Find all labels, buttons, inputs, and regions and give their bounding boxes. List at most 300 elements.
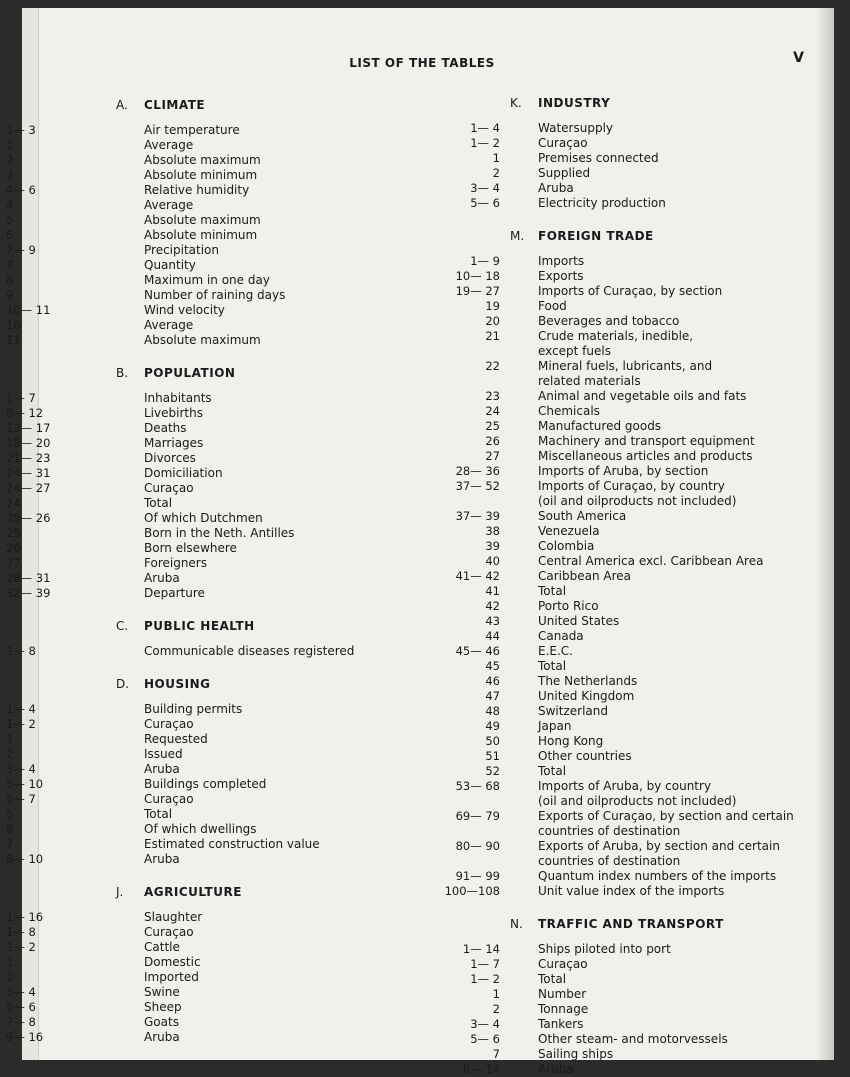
table-label: Imports of Aruba, by country	[538, 779, 712, 793]
table-label: Buildings completed	[144, 777, 267, 791]
table-number: 5	[6, 213, 14, 227]
table-entry	[6, 466, 476, 481]
table-label: Supplied	[538, 166, 591, 180]
table-number: 27	[6, 556, 21, 570]
table-label: Curaçao	[538, 957, 588, 971]
table-label: Goats	[144, 1015, 179, 1029]
table-label: Venezuela	[538, 524, 600, 538]
table-entry	[485, 599, 820, 614]
table-entry	[455, 779, 820, 794]
table-label: Wind velocity	[144, 303, 225, 317]
table-label: Average	[144, 138, 194, 152]
table-entry	[6, 586, 476, 601]
table-label: Foreigners	[144, 556, 207, 570]
table-entry	[6, 451, 476, 466]
table-entry	[6, 318, 476, 333]
table-number: 27	[485, 449, 500, 463]
table-label: Miscellaneous articles and products	[538, 449, 753, 463]
table-label: Exports	[538, 269, 584, 283]
table-label: Tonnage	[538, 1002, 589, 1016]
table-number: 91— 99	[455, 869, 500, 883]
table-entry	[6, 762, 476, 777]
table-label: Marriages	[144, 436, 204, 450]
table-label: Hong Kong	[538, 734, 604, 748]
section-heading	[116, 881, 476, 903]
table-entry	[6, 153, 476, 168]
section-heading	[510, 913, 820, 935]
table-entry	[6, 213, 476, 228]
table-number: 24	[6, 496, 21, 510]
table-entry	[6, 837, 476, 852]
table-number: 1— 8	[6, 644, 36, 658]
section-letter: A.	[116, 98, 128, 112]
section-heading	[116, 94, 476, 116]
table-number: 1— 14	[462, 942, 500, 956]
section-title: PUBLIC HEALTH	[144, 619, 255, 633]
table-label: United States	[538, 614, 620, 628]
table-entry	[485, 524, 820, 539]
table-number: 8	[6, 273, 14, 287]
table-number: 1	[6, 955, 14, 969]
table-entry	[485, 359, 820, 374]
table-number: 1— 16	[6, 910, 44, 924]
table-label: Communicable diseases registered	[144, 644, 355, 658]
table-label: Swine	[144, 985, 180, 999]
section-letter: C.	[116, 619, 129, 633]
table-entry	[485, 419, 820, 434]
table-entry	[6, 168, 476, 183]
table-label: Manufactured goods	[538, 419, 662, 433]
table-label: countries of destination	[538, 824, 681, 838]
table-number: 43	[485, 614, 500, 628]
table-entry	[6, 303, 476, 318]
table-entry	[6, 985, 476, 1000]
table-entry	[510, 494, 820, 509]
table-number: 1— 2	[6, 940, 36, 954]
table-entry	[455, 269, 820, 284]
table-number: 1— 2	[470, 972, 500, 986]
table-label: The Netherlands	[538, 674, 638, 688]
table-number: 41	[485, 584, 500, 598]
table-label: Imports of Curaçao, by section	[538, 284, 723, 298]
table-label: Aruba	[144, 852, 180, 866]
table-entry	[6, 717, 476, 732]
table-entry	[462, 1062, 820, 1077]
table-number: 24	[485, 404, 500, 418]
section-letter: K.	[510, 96, 522, 110]
table-entry	[6, 526, 476, 541]
table-entry	[6, 792, 476, 807]
table-entry	[492, 1047, 820, 1062]
table-entry	[510, 854, 820, 869]
table-entry	[485, 404, 820, 419]
table-number: 3— 4	[470, 1017, 500, 1031]
table-label: Inhabitants	[144, 391, 212, 405]
table-number: 10— 11	[6, 303, 51, 317]
table-entry	[6, 406, 476, 421]
table-entry	[485, 734, 820, 749]
table-number: 5— 6	[470, 196, 500, 210]
table-label: Air temperature	[144, 123, 240, 137]
table-label: Watersupply	[538, 121, 613, 135]
table-entry	[485, 299, 820, 314]
table-entry	[6, 496, 476, 511]
table-entry	[6, 228, 476, 243]
table-number: 6	[6, 822, 14, 836]
table-entry	[6, 183, 476, 198]
table-number: 28— 31	[6, 571, 51, 585]
table-entry	[6, 273, 476, 288]
table-label: Deaths	[144, 421, 187, 435]
table-label: Chemicals	[538, 404, 600, 418]
table-entry	[485, 749, 820, 764]
table-number: 3— 4	[6, 762, 36, 776]
table-label: Total	[538, 659, 567, 673]
section-title: HOUSING	[144, 677, 211, 691]
table-number: 21— 23	[6, 451, 51, 465]
table-label: South America	[538, 509, 627, 523]
table-label: Other countries	[538, 749, 632, 763]
table-entry	[470, 957, 820, 972]
table-entry	[470, 136, 820, 151]
table-label: Total	[538, 764, 567, 778]
table-number: 44	[485, 629, 500, 643]
table-label: (oil and oilproducts not included)	[538, 494, 737, 508]
table-number: 50	[485, 734, 500, 748]
table-entry	[455, 284, 820, 299]
table-label: Of which dwellings	[144, 822, 257, 836]
table-entry	[470, 121, 820, 136]
table-label: Total	[144, 807, 173, 821]
document-page	[6, 8, 834, 1076]
table-entry	[6, 333, 476, 348]
table-label: Number	[538, 987, 587, 1001]
table-entry	[485, 389, 820, 404]
table-number: 48	[485, 704, 500, 718]
table-entry	[6, 747, 476, 762]
table-label: Maximum in one day	[144, 273, 270, 287]
table-number: 20	[485, 314, 500, 328]
table-entry	[455, 479, 820, 494]
table-number: 1— 2	[6, 717, 36, 731]
table-number: 9— 16	[6, 1030, 44, 1044]
table-entry	[485, 449, 820, 464]
table-entry	[485, 314, 820, 329]
table-label: Colombia	[538, 539, 595, 553]
table-label: except fuels	[538, 344, 611, 358]
table-number: 9	[6, 288, 14, 302]
table-label: Slaughter	[144, 910, 203, 924]
section-title: AGRICULTURE	[144, 885, 242, 899]
table-label: Quantity	[144, 258, 196, 272]
table-number: 51	[485, 749, 500, 763]
section-title: POPULATION	[144, 366, 236, 380]
table-entry	[492, 1002, 820, 1017]
table-number: 6	[6, 228, 14, 242]
table-label: Absolute maximum	[144, 153, 261, 167]
table-number: 46	[485, 674, 500, 688]
page-number: V	[793, 50, 804, 66]
section-heading	[116, 362, 476, 384]
table-entry	[455, 869, 820, 884]
table-entry	[485, 614, 820, 629]
table-entry	[485, 629, 820, 644]
table-label: Average	[144, 318, 194, 332]
table-number: 5— 7	[6, 792, 36, 806]
table-label: Aruba	[538, 181, 574, 195]
table-number: 41— 42	[455, 569, 500, 583]
table-label: Curaçao	[144, 792, 194, 806]
table-label: Switzerland	[538, 704, 608, 718]
section-title: CLIMATE	[144, 98, 206, 112]
table-number: 22	[485, 359, 500, 373]
table-entry	[470, 972, 820, 987]
table-label: Total	[144, 496, 173, 510]
table-entry	[485, 539, 820, 554]
section-heading	[510, 92, 820, 114]
table-entry	[6, 436, 476, 451]
table-label: Total	[538, 584, 567, 598]
table-label: Exports of Curaçao, by section and certain	[538, 809, 794, 823]
table-number: 39	[485, 539, 500, 553]
table-entry	[6, 940, 476, 955]
table-entry	[455, 569, 820, 584]
table-label: Imports of Aruba, by section	[538, 464, 709, 478]
table-number: 2	[6, 970, 14, 984]
table-label: Sailing ships	[538, 1047, 614, 1061]
table-number: 80— 90	[455, 839, 500, 853]
table-entry	[470, 196, 820, 211]
table-number: 7	[492, 1047, 500, 1061]
table-entry	[470, 181, 820, 196]
table-label: Imports	[538, 254, 585, 268]
table-label: Issued	[144, 747, 183, 761]
table-entry	[6, 777, 476, 792]
table-number: 7	[6, 837, 14, 851]
table-number: 37— 39	[455, 509, 500, 523]
table-number: 7	[6, 258, 14, 272]
table-entry	[6, 822, 476, 837]
table-label: Aruba	[144, 571, 180, 585]
table-entry	[510, 344, 820, 359]
table-label: Building permits	[144, 702, 243, 716]
section-title: TRAFFIC AND TRANSPORT	[538, 917, 724, 931]
table-entry	[485, 584, 820, 599]
section-letter: D.	[116, 677, 130, 691]
table-number: 53— 68	[455, 779, 500, 793]
table-number: 5	[6, 807, 14, 821]
table-entry	[455, 464, 820, 479]
table-label: Livebirths	[144, 406, 203, 420]
table-entry	[6, 852, 476, 867]
table-number: 3	[6, 168, 14, 182]
table-number: 8— 12	[6, 406, 44, 420]
table-entry	[470, 1032, 820, 1047]
section-heading	[116, 673, 476, 695]
table-entry	[6, 1015, 476, 1030]
table-label: Departure	[144, 586, 205, 600]
table-entry	[6, 925, 476, 940]
table-entry	[485, 659, 820, 674]
table-label: Aruba	[144, 762, 180, 776]
table-label: Of which Dutchmen	[144, 511, 263, 525]
table-number: 42	[485, 599, 500, 613]
table-number: 1	[6, 138, 14, 152]
table-entry	[485, 764, 820, 779]
page-title: LIST OF THE TABLES	[349, 56, 495, 70]
table-number: 19	[485, 299, 500, 313]
table-number: 45— 46	[455, 644, 500, 658]
table-number: 1	[6, 732, 14, 746]
table-entry	[510, 374, 820, 389]
table-number: 1— 2	[470, 136, 500, 150]
table-label: Absolute maximum	[144, 213, 261, 227]
table-number: 2	[6, 747, 14, 761]
table-number: 25— 26	[6, 511, 51, 525]
table-number: 2	[6, 153, 14, 167]
table-number: 1— 4	[6, 702, 36, 716]
table-entry	[492, 987, 820, 1002]
table-entry	[485, 704, 820, 719]
table-entry	[6, 421, 476, 436]
section-title: FOREIGN TRADE	[538, 229, 654, 243]
table-number: 7— 8	[6, 1015, 36, 1029]
table-entry	[444, 884, 820, 899]
table-label: Absolute minimum	[144, 168, 258, 182]
table-label: Canada	[538, 629, 584, 643]
table-number: 26	[485, 434, 500, 448]
table-number: 13— 17	[6, 421, 51, 435]
table-entry	[6, 1000, 476, 1015]
table-entry	[455, 509, 820, 524]
table-entry	[6, 138, 476, 153]
table-entry	[492, 166, 820, 181]
table-label: Born elsewhere	[144, 541, 237, 555]
table-number: 69— 79	[455, 809, 500, 823]
table-number: 11	[6, 333, 21, 347]
table-entry	[485, 329, 820, 344]
table-label: Premises connected	[538, 151, 659, 165]
table-label: Curaçao	[144, 717, 194, 731]
table-entry	[6, 732, 476, 747]
table-label: Curaçao	[538, 136, 588, 150]
table-entry	[470, 254, 820, 269]
section-letter: J.	[116, 885, 124, 899]
table-label: Cattle	[144, 940, 180, 954]
table-label: Machinery and transport equipment	[538, 434, 755, 448]
table-number: 26	[6, 541, 21, 555]
table-entry	[485, 554, 820, 569]
table-entry	[6, 702, 476, 717]
table-label: Curaçao	[144, 481, 194, 495]
table-label: Beverages and tobacco	[538, 314, 680, 328]
table-number: 1— 3	[6, 123, 36, 137]
table-label: Absolute maximum	[144, 333, 261, 347]
table-label: Other steam- and motorvessels	[538, 1032, 728, 1046]
table-entry	[492, 151, 820, 166]
table-label: Quantum index numbers of the imports	[538, 869, 777, 883]
table-number: 38	[485, 524, 500, 538]
table-number: 23	[485, 389, 500, 403]
table-label: Porto Rico	[538, 599, 599, 613]
table-number: 1— 8	[6, 925, 36, 939]
table-number: 5— 6	[6, 1000, 36, 1014]
table-number: 37— 52	[455, 479, 500, 493]
table-label: Requested	[144, 732, 208, 746]
table-number: 2	[492, 166, 500, 180]
table-entry	[6, 644, 476, 659]
table-number: 10	[6, 318, 21, 332]
table-label: Sheep	[144, 1000, 182, 1014]
table-entry	[6, 391, 476, 406]
table-label: Exports of Aruba, by section and certain	[538, 839, 780, 853]
table-number: 4— 6	[6, 183, 36, 197]
table-label: Aruba	[538, 1062, 574, 1076]
table-label: Unit value index of the imports	[538, 884, 725, 898]
table-label: Japan	[538, 719, 572, 733]
section-heading	[510, 225, 820, 247]
table-number: 24— 31	[6, 466, 51, 480]
table-label: Average	[144, 198, 194, 212]
table-number: 32— 39	[6, 586, 51, 600]
table-label: Total	[538, 972, 567, 986]
table-label: United Kingdom	[538, 689, 635, 703]
table-entry	[6, 481, 476, 496]
table-entry	[6, 288, 476, 303]
table-entry	[6, 1030, 476, 1045]
table-label: Crude materials, inedible,	[538, 329, 694, 343]
table-label: Electricity production	[538, 196, 666, 210]
table-label: Divorces	[144, 451, 196, 465]
table-number: 10— 18	[455, 269, 500, 283]
section-title: INDUSTRY	[538, 96, 611, 110]
left-column	[6, 94, 476, 1045]
section-letter: B.	[116, 366, 129, 380]
table-number: 1	[492, 151, 500, 165]
table-label: Central America excl. Caribbean Area	[538, 554, 764, 568]
table-label: Imported	[144, 970, 199, 984]
right-column	[444, 92, 820, 1077]
table-entry	[510, 794, 820, 809]
table-label: Estimated construction value	[144, 837, 320, 851]
table-number: 1	[492, 987, 500, 1001]
table-number: 8— 14	[462, 1062, 500, 1076]
table-label: Caribbean Area	[538, 569, 632, 583]
table-number: 18— 20	[6, 436, 51, 450]
table-entry	[455, 644, 820, 659]
table-label: Number of raining days	[144, 288, 286, 302]
table-label: countries of destination	[538, 854, 681, 868]
table-number: 25	[6, 526, 21, 540]
table-number: 1— 7	[6, 391, 36, 405]
table-entry	[6, 970, 476, 985]
table-label: related materials	[538, 374, 641, 388]
table-number: 5— 6	[470, 1032, 500, 1046]
table-label: Domestic	[144, 955, 201, 969]
table-number: 1— 9	[470, 254, 500, 268]
table-label: Mineral fuels, lubricants, and	[538, 359, 713, 373]
table-entry	[462, 942, 820, 957]
table-entry	[6, 807, 476, 822]
table-number: 8— 10	[6, 852, 44, 866]
table-label: Curaçao	[144, 925, 194, 939]
table-entry	[485, 689, 820, 704]
table-entry	[485, 674, 820, 689]
table-entry	[485, 719, 820, 734]
table-label: Absolute minimum	[144, 228, 258, 242]
table-number: 52	[485, 764, 500, 778]
table-entry	[510, 824, 820, 839]
